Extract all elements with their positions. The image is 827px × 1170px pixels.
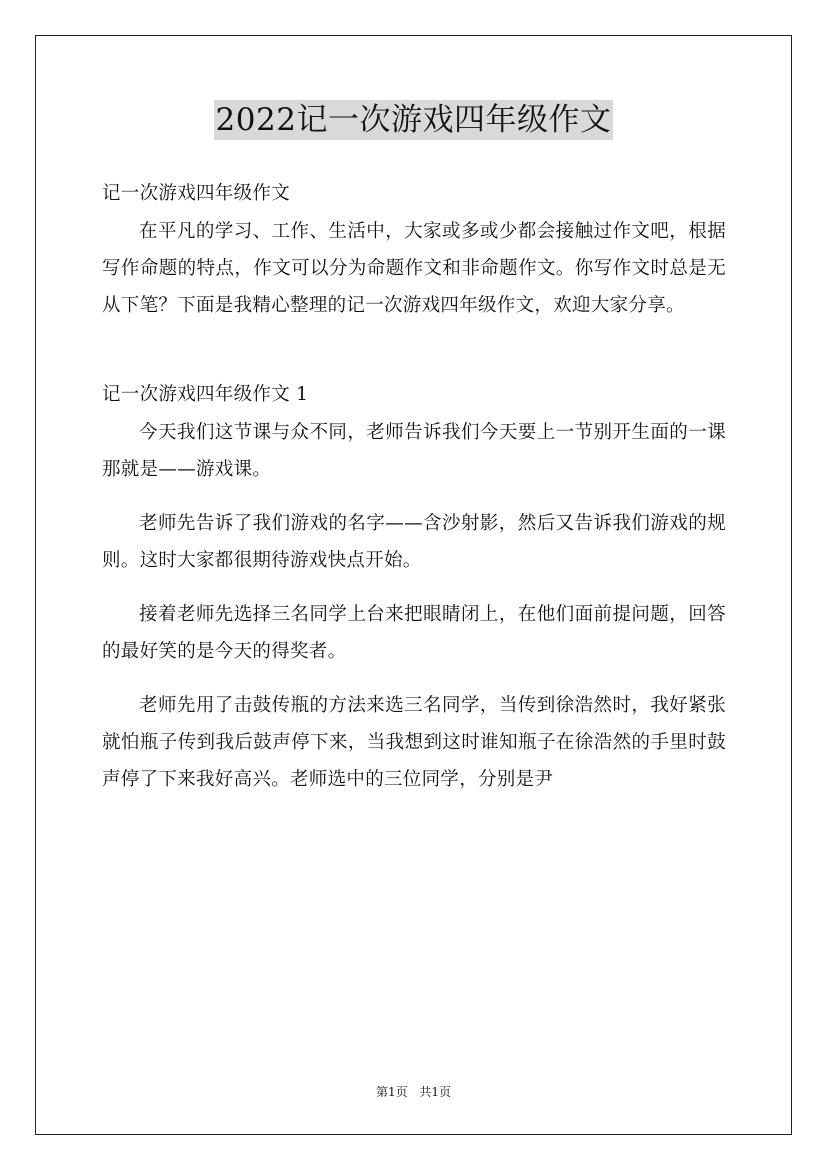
page-footer: [0, 1083, 827, 1100]
intro-paragraph: 在平凡的学习、工作、生活中，大家或多或少都会接触过作文吧，根据写作命题的特点，作文可以分为命题作文和非命题作文。你写作文时总是无从下笔？下面是我精心整理的记一次游戏四年级作文，欢迎大家分享。: [102, 221, 726, 316]
body-paragraph: 老师先告诉了我们游戏的名字——含沙射影，然后又告诉我们游戏的规则。这时大家都很期待游戏快点开始。: [102, 513, 726, 571]
body-paragraph: 今天我们这节课与众不同，老师告诉我们今天要上一节别开生面的一课那就是——游戏课。: [102, 422, 726, 480]
page-number: 第1页: [375, 1085, 408, 1099]
document-heading: 记一次游戏四年级作文: [102, 183, 291, 204]
section-spacer: [102, 341, 726, 376]
body-paragraph: 接着老师先选择三名同学上台来把眼睛闭上，在他们面前提问题，回答的最好笑的是今天的得奖者。: [102, 604, 726, 662]
title-container: [0, 100, 827, 140]
body-paragraph: 老师先用了击鼓传瓶的方法来选三名同学，当传到徐浩然时，我好紧张就怕瓶子传到我后鼓声停下来，当我想到这时谁知瓶子在徐浩然的手里时鼓声停了下来我好高兴。老师选中的三位同学，分别是尹: [102, 695, 726, 790]
document-body: [102, 175, 726, 798]
document-title: 2022记一次游戏四年级作文: [215, 102, 612, 138]
section-heading: 记一次游戏四年级作文 1: [102, 384, 309, 405]
page-total: 共1页: [419, 1085, 452, 1099]
